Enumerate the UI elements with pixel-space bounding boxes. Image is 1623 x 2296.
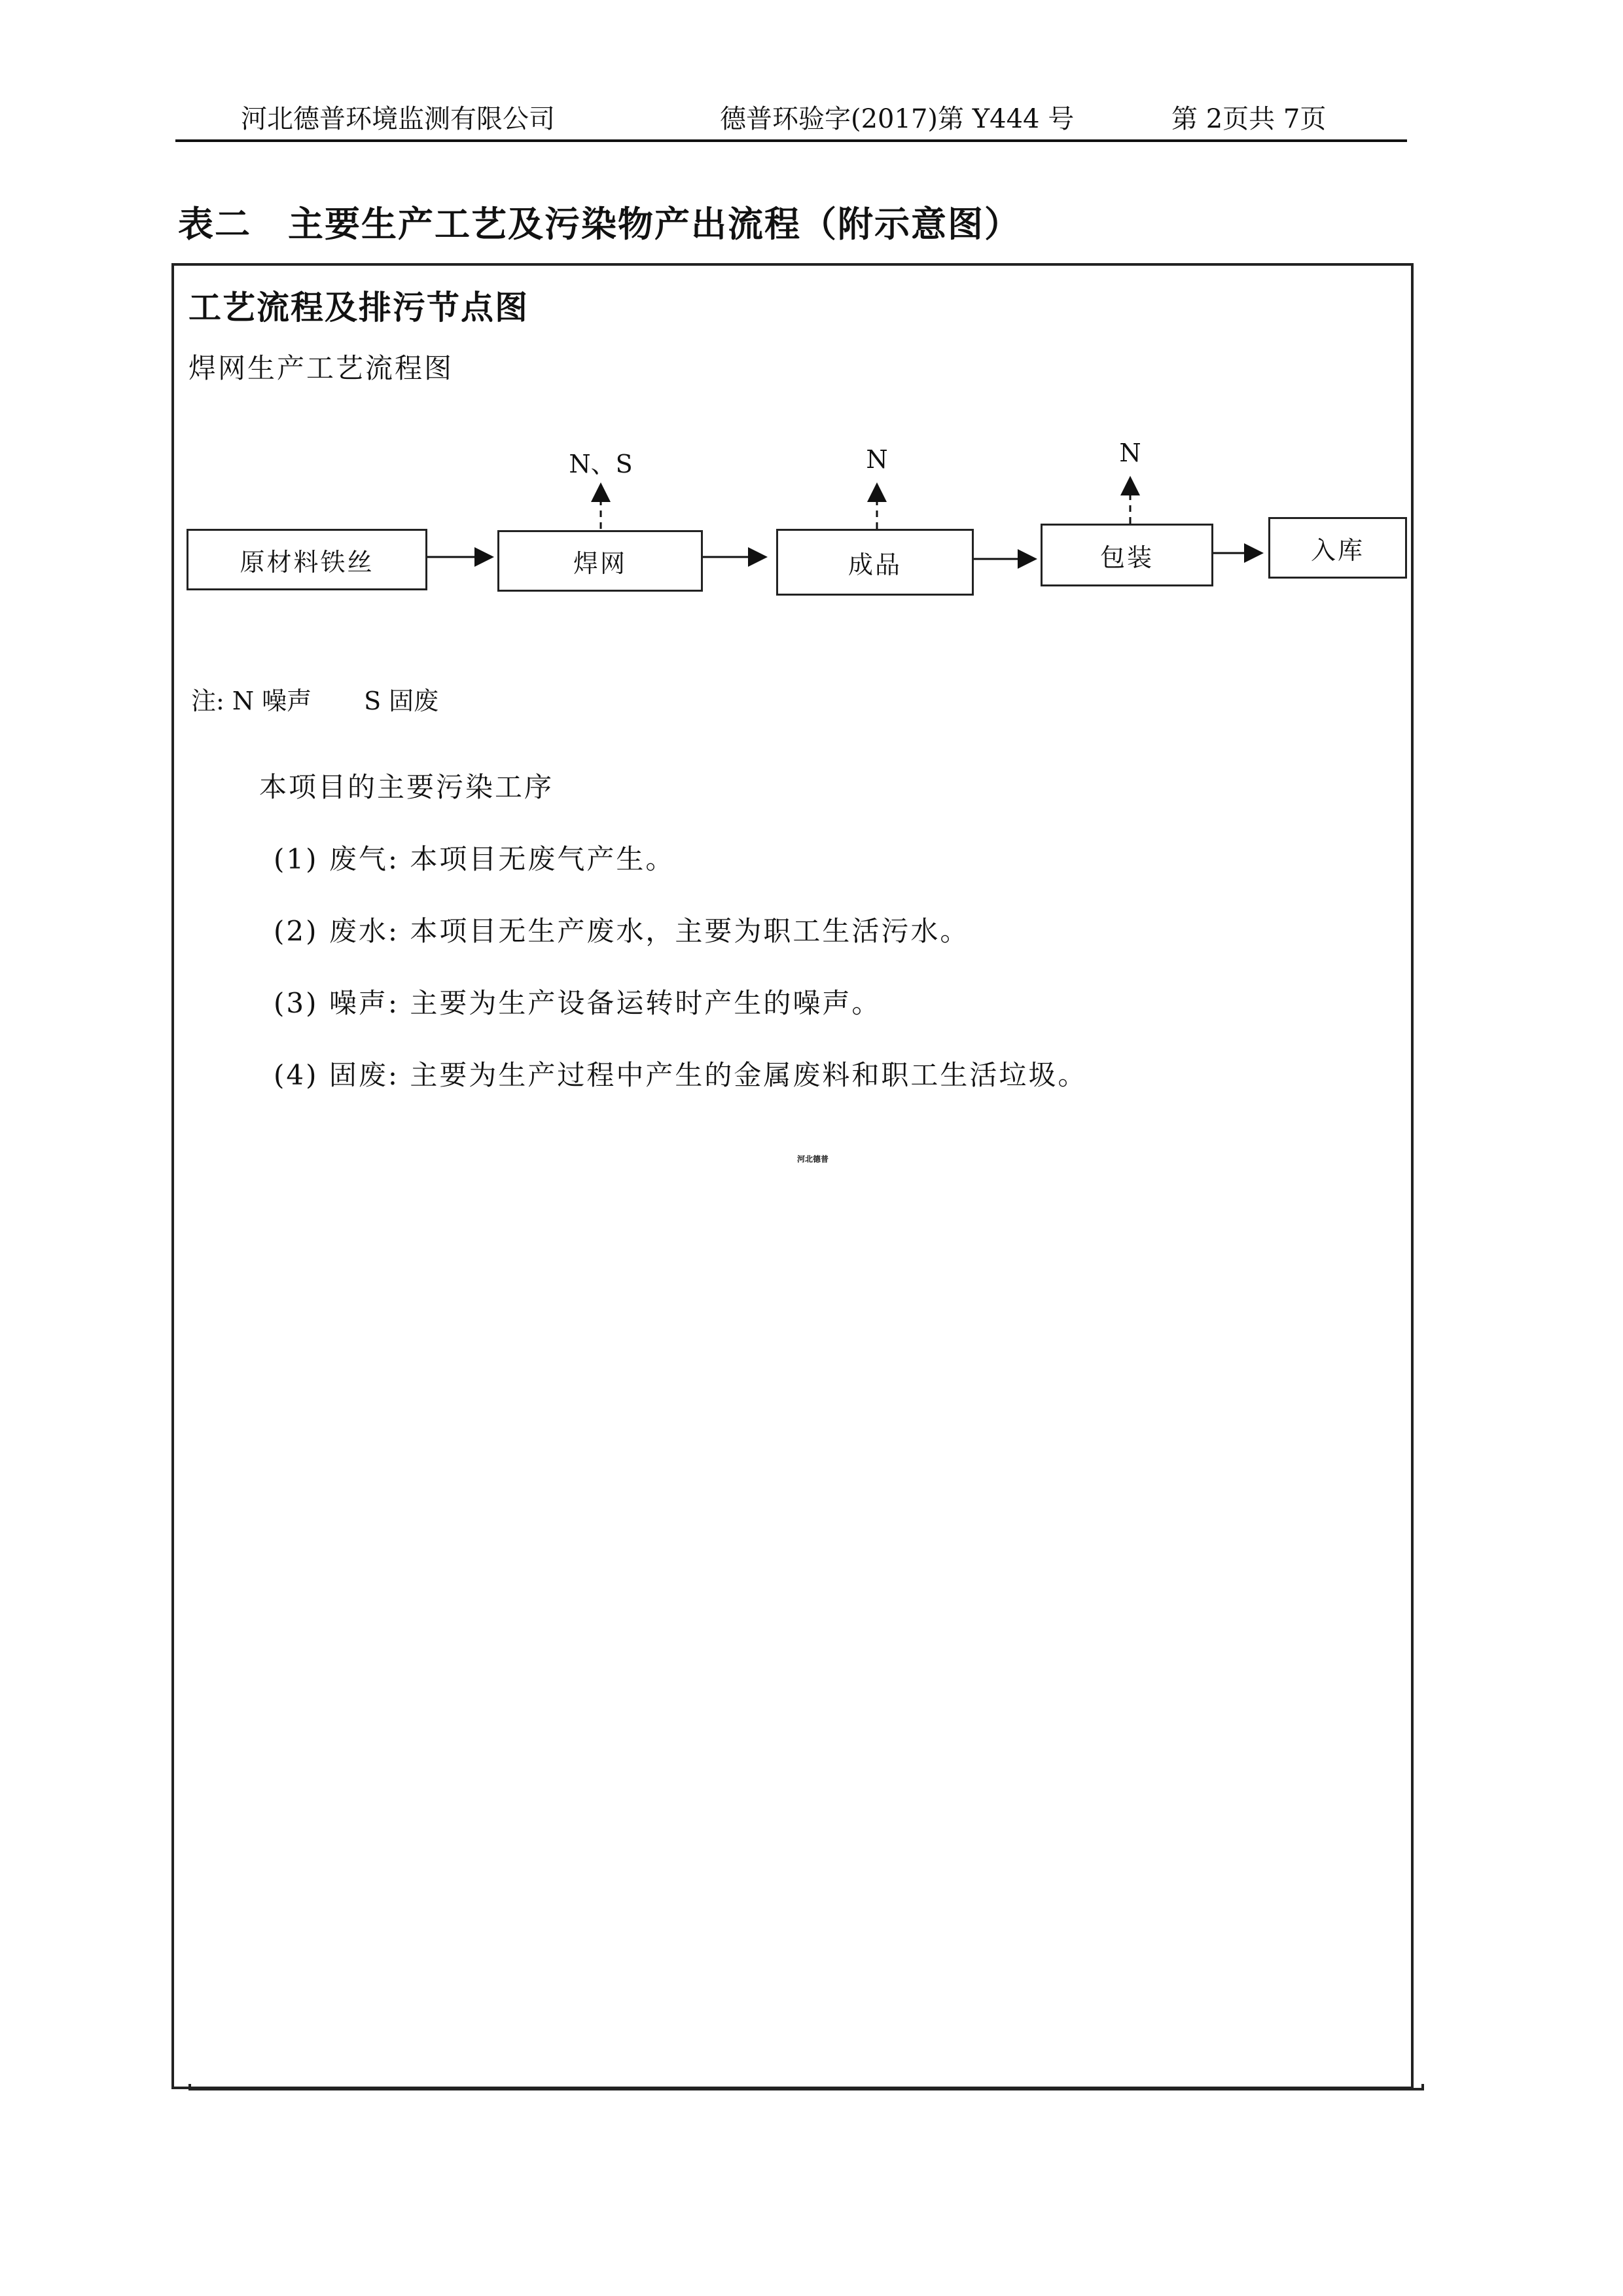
pollutant-label-welding: N、S [569, 450, 633, 478]
item-number: (4) [274, 1059, 319, 1091]
header-doc-number: 德普环验字(2017)第 Y444 号 [720, 104, 1075, 134]
item-number: (3) [274, 987, 319, 1019]
pollution-item-water [274, 910, 969, 949]
item-number: (2) [274, 915, 319, 947]
pollutant-label-product: N [866, 445, 888, 474]
frame-left-tick [188, 2084, 191, 2090]
flow-step-packaging: 包装 [1041, 524, 1213, 586]
flow-step-storage: 入库 [1268, 517, 1407, 579]
table-title: 表二 主要生产工艺及污染物产出流程（附示意图） [178, 203, 1021, 245]
pollution-item-noise [274, 982, 881, 1021]
pollution-intro: 本项目的主要污染工序 [259, 771, 554, 803]
legend-note [191, 681, 446, 717]
item-text: 本项目无废气产生。 [410, 843, 675, 875]
legend-prefix: 注: [191, 687, 224, 715]
header-rule [175, 139, 1407, 142]
item-label: 废气: [329, 843, 400, 875]
frame-right-tick [1421, 2084, 1424, 2090]
item-label: 噪声: [329, 987, 400, 1019]
legend-n-desc: 噪声 [262, 687, 312, 715]
header-company: 河北德普环境监测有限公司 [241, 104, 555, 134]
flow-step-welding: 焊网 [497, 530, 703, 592]
item-text: 主要为生产过程中产生的金属废料和职工生活垃圾。 [410, 1059, 1088, 1091]
flow-subtitle: 焊网生产工艺流程图 [188, 352, 454, 384]
flow-step-finished-product: 成品 [776, 529, 974, 596]
pollution-item-gas [274, 838, 675, 877]
pollution-item-solid-waste [274, 1054, 1087, 1093]
legend-s-code: S [364, 687, 382, 715]
item-number: (1) [274, 843, 319, 875]
pollutant-label-packaging: N [1119, 439, 1141, 467]
header-page-info: 第 2页共 7页 [1171, 104, 1327, 134]
item-label: 固废: [329, 1059, 400, 1091]
legend-s-desc: 固废 [389, 687, 439, 715]
item-text: 本项目无生产废水，主要为职工生活污水。 [410, 915, 970, 947]
section-heading: 工艺流程及排污节点图 [188, 288, 529, 327]
flow-step-raw-wire: 原材料铁丝 [187, 529, 427, 590]
frame-bottom-rule [188, 2088, 1424, 2090]
item-text: 主要为生产设备运转时产生的噪声。 [410, 987, 882, 1019]
legend-n-code: N [232, 687, 255, 715]
small-stamp-mark: 河北德普 [797, 1155, 829, 1164]
item-label: 废水: [329, 915, 400, 947]
